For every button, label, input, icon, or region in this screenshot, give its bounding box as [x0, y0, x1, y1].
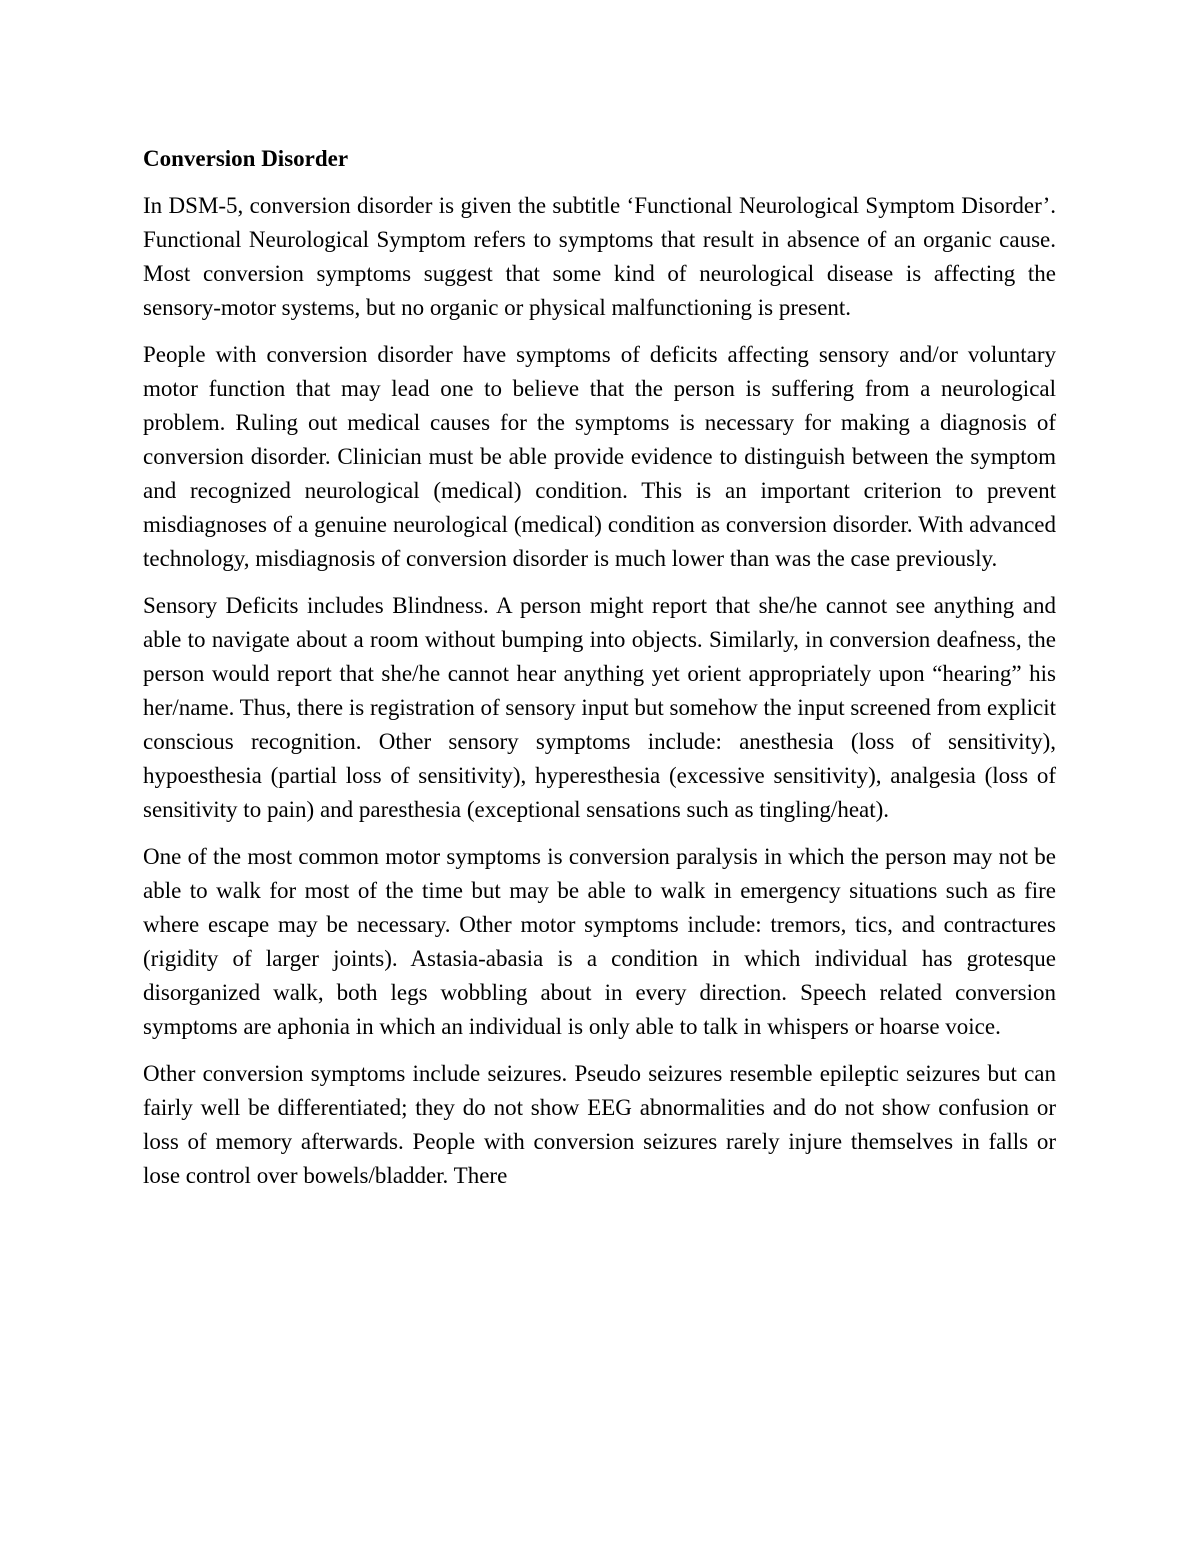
paragraph-sensory-deficits: Sensory Deficits includes Blindness. A person might report that she/he cannot see anything and able to navigate about a room without bumping into objects. Similarly, in conversion deafness, the person would report that she/he cannot hear anything yet orient appropriately upon “hearing” his her/name. Thus, there is registration of sensory input but somehow the input screened from explicit conscious recognition. Other sensory symptoms include: anesthesia (loss of sensitivity), hypoesthesia (partial loss of sensitivity), hyperesthesia (excessive sensitivity), analgesia (loss of sensitivity to pain) and paresthesia (exceptional sensations such as tingling/heat).: [143, 593, 1056, 822]
paragraph-dsm5: In DSM-5, conversion disorder is given the subtitle ‘Functional Neurological Symptom Disorder’. Functional Neurological Symptom refers to symptoms that result in absence of an organic cause. Most conversion symptoms suggest that some kind of neurological disease is affecting the sensory-motor systems, but no organic or physical malfunctioning is present.: [143, 193, 1056, 320]
paragraph-motor-symptoms: One of the most common motor symptoms is conversion paralysis in which the person may not be able to walk for most of the time but may be able to walk in emergency situations such as fire where escape may be necessary. Other motor symptoms include: tremors, tics, and contractures (rigidity of larger joints). Astasia-abasia is a condition in which individual has grotesque disorganized walk, both legs wobbling about in every direction. Speech related conversion symptoms are aphonia in which an individual is only able to talk in whispers or hoarse voice.: [143, 844, 1056, 1039]
paragraph-seizures: Other conversion symptoms include seizures. Pseudo seizures resemble epileptic seizures but can fairly well be differentiated; they do not show EEG abnormalities and do not show confusion or loss of memory afterwards. People with conversion seizures rarely injure themselves in falls or lose control over bowels/bladder. There: [143, 1061, 1056, 1188]
paragraph-deficits: People with conversion disorder have symptoms of deficits affecting sensory and/or voluntary motor function that may lead one to believe that the person is suffering from a neurological problem. Ruling out medical causes for the symptoms is necessary for making a diagnosis of conversion disorder. Clinician must be able provide evidence to distinguish between the symptom and recognized neurological (medical) condition. This is an important criterion to prevent misdiagnoses of a genuine neurological (medical) condition as conversion disorder. With advanced technology, misdiagnosis of conversion disorder is much lower than was the case previously.: [143, 342, 1056, 571]
document-title: Conversion Disorder: [143, 146, 349, 171]
document-body: [143, 142, 1056, 1206]
